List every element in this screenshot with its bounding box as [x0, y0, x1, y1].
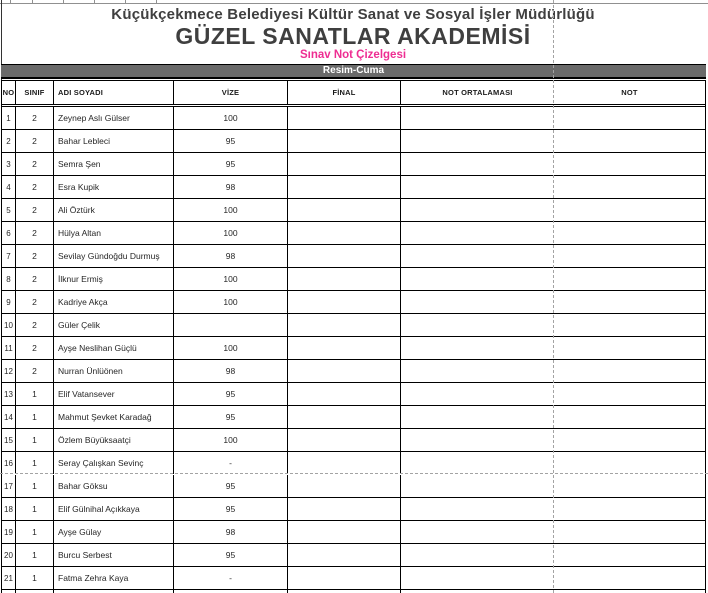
cell-not-ortalamasi[interactable]: [401, 291, 554, 313]
table-row: [2, 199, 705, 222]
table-row: [2, 383, 705, 406]
cell-final[interactable]: [288, 429, 401, 451]
cell-adi-soyadi[interactable]: Bahar Lebleci: [54, 130, 174, 152]
cell-no[interactable]: 10: [2, 314, 16, 336]
col-header-adi-soyadi: ADI SOYADI: [54, 81, 174, 104]
cell-sinif[interactable]: 1: [16, 544, 54, 566]
sheet-subtitle: Sınav Not Çizelgesi: [299, 49, 407, 61]
cell-adi-soyadi[interactable]: Ali Öztürk: [54, 199, 174, 221]
cell-not[interactable]: [554, 475, 705, 497]
cell-adi-soyadi[interactable]: Hülya Altan: [54, 222, 174, 244]
cell-adi-soyadi[interactable]: Esra Kupik: [54, 176, 174, 198]
cell-final[interactable]: [288, 383, 401, 405]
cell-adi-soyadi[interactable]: Burcu Serbest: [54, 544, 174, 566]
cell-not-ortalamasi[interactable]: [401, 429, 554, 451]
cell-final[interactable]: [288, 544, 401, 566]
cell-no[interactable]: 20: [2, 544, 16, 566]
cell-not-ortalamasi[interactable]: [401, 153, 554, 175]
cell-sinif[interactable]: 1: [16, 452, 54, 474]
cell-no[interactable]: 4: [2, 176, 16, 198]
cell-not-ortalamasi[interactable]: [401, 567, 554, 589]
cell-vize[interactable]: 95: [174, 153, 288, 175]
table-row: [2, 314, 705, 337]
cell-vize[interactable]: 100: [174, 199, 288, 221]
cell-not-ortalamasi[interactable]: [401, 199, 554, 221]
cell-final[interactable]: [288, 222, 401, 244]
cell-not-ortalamasi[interactable]: [401, 176, 554, 198]
table-row: [2, 107, 705, 130]
cell-not[interactable]: [554, 406, 705, 428]
cell-no[interactable]: 17: [2, 475, 16, 497]
cell-final[interactable]: [288, 130, 401, 152]
cell-not-ortalamasi[interactable]: [401, 383, 554, 405]
cell-final[interactable]: [288, 291, 401, 313]
cell-not[interactable]: [554, 153, 705, 175]
table-row: [2, 268, 705, 291]
cell-final[interactable]: [288, 498, 401, 520]
cell-sinif[interactable]: 2: [16, 107, 54, 129]
col-header-final: FİNAL: [288, 81, 401, 104]
cell-sinif[interactable]: 1: [16, 475, 54, 497]
cell-not[interactable]: [554, 360, 705, 382]
cell-vize[interactable]: 95: [174, 544, 288, 566]
cell-vize[interactable]: 98: [174, 360, 288, 382]
cell-no[interactable]: 11: [2, 337, 16, 359]
cell-adi-soyadi[interactable]: Ayşe Gülay: [54, 521, 174, 543]
cell-sinif[interactable]: 2: [16, 153, 54, 175]
cell-sinif[interactable]: 2: [16, 314, 54, 336]
cell-vize[interactable]: 95: [174, 406, 288, 428]
cell-adi-soyadi[interactable]: Fatma Zehra Kaya: [54, 567, 174, 589]
cell-vize[interactable]: 100: [174, 291, 288, 313]
cell-not-ortalamasi[interactable]: [401, 130, 554, 152]
cell-not[interactable]: [554, 567, 705, 589]
cell-not[interactable]: [554, 544, 705, 566]
cell-not-ortalamasi[interactable]: [401, 521, 554, 543]
cell-final[interactable]: [288, 521, 401, 543]
cell-no[interactable]: 15: [2, 429, 16, 451]
table-row: [2, 337, 705, 360]
cell-sinif[interactable]: 1: [16, 521, 54, 543]
cell-adi-soyadi[interactable]: Bahar Göksu: [54, 475, 174, 497]
cell-no[interactable]: 7: [2, 245, 16, 267]
cell-sinif[interactable]: 2: [16, 130, 54, 152]
cell-vize[interactable]: 98: [174, 176, 288, 198]
cell-no[interactable]: 6: [2, 222, 16, 244]
cell-sinif[interactable]: 2: [16, 245, 54, 267]
cell-final[interactable]: [288, 176, 401, 198]
cell-no[interactable]: 1: [2, 107, 16, 129]
table-row: [2, 521, 705, 544]
cell-not-ortalamasi[interactable]: [401, 107, 554, 129]
cell-final[interactable]: [288, 199, 401, 221]
cell-final[interactable]: [288, 245, 401, 267]
page-break-line-vertical: [553, 0, 554, 593]
col-header-vize: VİZE: [174, 81, 288, 104]
table-row: [2, 475, 705, 498]
cell-vize[interactable]: 100: [174, 337, 288, 359]
cell-not[interactable]: [554, 337, 705, 359]
cell-final[interactable]: [288, 268, 401, 290]
table-row: [2, 406, 705, 429]
table-row: [2, 452, 705, 475]
cell-adi-soyadi[interactable]: Nurran Ünlüönen: [54, 360, 174, 382]
cell-final[interactable]: [288, 314, 401, 336]
cut-off-row-strip: [0, 0, 708, 4]
cell-no[interactable]: 16: [2, 452, 16, 474]
cell-not[interactable]: [554, 291, 705, 313]
cell-not-ortalamasi[interactable]: [401, 245, 554, 267]
cell-not[interactable]: [554, 498, 705, 520]
cell-sinif[interactable]: 2: [16, 360, 54, 382]
cell-adi-soyadi[interactable]: Semra Şen: [54, 153, 174, 175]
cell-no[interactable]: 19: [2, 521, 16, 543]
cell-adi-soyadi[interactable]: Elif Vatansever: [54, 383, 174, 405]
cell-not[interactable]: [554, 176, 705, 198]
cell-final[interactable]: [288, 452, 401, 474]
cell-no[interactable]: 5: [2, 199, 16, 221]
table-row: [2, 360, 705, 383]
col-header-not: NOT: [621, 88, 638, 97]
table-row: [2, 429, 705, 452]
cell-not[interactable]: [554, 429, 705, 451]
cell-not[interactable]: [554, 383, 705, 405]
cell-adi-soyadi[interactable]: Mahmut Şevket Karadağ: [54, 406, 174, 428]
cell-sinif[interactable]: 2: [16, 268, 54, 290]
cell-no[interactable]: 8: [2, 268, 16, 290]
cell-final[interactable]: [288, 475, 401, 497]
cell-sinif[interactable]: 1: [16, 383, 54, 405]
grid-tick: [156, 0, 157, 3]
cell-not[interactable]: [554, 130, 705, 152]
cell-not-ortalamasi[interactable]: [401, 222, 554, 244]
table-row: [2, 245, 705, 268]
cell-final[interactable]: [288, 337, 401, 359]
table-row: [2, 291, 705, 314]
cell-sinif[interactable]: 2: [16, 291, 54, 313]
cell-adi-soyadi[interactable]: Kadriye Akça: [54, 291, 174, 313]
cell-not[interactable]: [554, 521, 705, 543]
cell-final[interactable]: [288, 360, 401, 382]
cell-not[interactable]: [554, 199, 705, 221]
cell-not[interactable]: [554, 268, 705, 290]
cell-vize[interactable]: 95: [174, 475, 288, 497]
col-header-sinif: SINIF: [16, 81, 54, 104]
cell-vize[interactable]: 100: [174, 429, 288, 451]
cell-adi-soyadi[interactable]: Sevilay Gündoğdu Durmuş: [54, 245, 174, 267]
cell-not-ortalamasi[interactable]: [401, 337, 554, 359]
cell-vize[interactable]: 100: [174, 268, 288, 290]
cell-not[interactable]: [554, 245, 705, 267]
grid-tick: [125, 0, 126, 3]
department-title: Küçükçekmece Belediyesi Kültür Sanat ve Sosyal İşler Müdürlüğü: [111, 6, 595, 23]
cell-not[interactable]: [554, 107, 705, 129]
cell-sinif[interactable]: 1: [16, 498, 54, 520]
table-row: [2, 544, 705, 567]
cell-vize[interactable]: 98: [174, 245, 288, 267]
cell-no[interactable]: 2: [2, 130, 16, 152]
cell-sinif[interactable]: 2: [16, 337, 54, 359]
cell-vize[interactable]: 100: [174, 107, 288, 129]
col-header-not-ortalamasi: NOT ORTALAMASI: [442, 88, 513, 97]
cell-final[interactable]: [288, 153, 401, 175]
cell-adi-soyadi[interactable]: Özlem Büyüksaatçi: [54, 429, 174, 451]
cell-adi-soyadi[interactable]: Ayşe Neslihan Güçlü: [54, 337, 174, 359]
cell-sinif[interactable]: 2: [16, 199, 54, 221]
cell-not[interactable]: [554, 222, 705, 244]
cell-not-ortalamasi[interactable]: [401, 314, 554, 336]
cell-vize[interactable]: [174, 314, 288, 336]
cell-sinif[interactable]: 1: [16, 406, 54, 428]
cell-not-ortalamasi[interactable]: [401, 544, 554, 566]
cell-no[interactable]: 12: [2, 360, 16, 382]
cell-vize[interactable]: 95: [174, 130, 288, 152]
cell-vize[interactable]: -: [174, 567, 288, 589]
grades-table: [1, 80, 706, 590]
cell-final[interactable]: [288, 107, 401, 129]
cell-no[interactable]: 13: [2, 383, 16, 405]
cell-no[interactable]: 3: [2, 153, 16, 175]
col-header-no: NO: [2, 81, 16, 104]
cell-sinif[interactable]: 1: [16, 429, 54, 451]
table-header-row: [2, 81, 705, 107]
cell-adi-soyadi[interactable]: İlknur Ermiş: [54, 268, 174, 290]
cell-sinif[interactable]: 2: [16, 176, 54, 198]
cell-vize[interactable]: 95: [174, 383, 288, 405]
cell-vize[interactable]: 98: [174, 521, 288, 543]
cell-not[interactable]: [554, 314, 705, 336]
grid-tick: [63, 0, 64, 3]
cell-not[interactable]: [554, 452, 705, 474]
cell-no[interactable]: 9: [2, 291, 16, 313]
cell-not-ortalamasi[interactable]: [401, 475, 554, 497]
cell-adi-soyadi[interactable]: Seray Çalışkan Sevinç: [54, 452, 174, 474]
cell-adi-soyadi[interactable]: Zeynep Aslı Gülser: [54, 107, 174, 129]
cell-not-ortalamasi[interactable]: [401, 452, 554, 474]
cell-adi-soyadi[interactable]: Güler Çelik: [54, 314, 174, 336]
cell-adi-soyadi[interactable]: Elif Gülnihal Açıkkaya: [54, 498, 174, 520]
table-row: [2, 222, 705, 245]
table-row: [2, 176, 705, 199]
cell-sinif[interactable]: 1: [16, 567, 54, 589]
table-row: [2, 153, 705, 176]
grid-tick: [10, 0, 11, 3]
cell-not-ortalamasi[interactable]: [401, 498, 554, 520]
cell-not-ortalamasi[interactable]: [401, 360, 554, 382]
cell-no[interactable]: 18: [2, 498, 16, 520]
grid-tick: [32, 0, 33, 3]
cell-not-ortalamasi[interactable]: [401, 268, 554, 290]
cell-no[interactable]: 21: [2, 567, 16, 589]
cell-no[interactable]: 14: [2, 406, 16, 428]
page-break-line-horizontal: [0, 473, 708, 474]
table-row: [2, 130, 705, 153]
cell-sinif[interactable]: 2: [16, 222, 54, 244]
table-row: [2, 567, 705, 590]
cell-final[interactable]: [288, 406, 401, 428]
table-row: [2, 498, 705, 521]
course-section-band: Resim-Cuma: [1, 64, 706, 79]
cell-final[interactable]: [288, 567, 401, 589]
cell-vize[interactable]: 95: [174, 498, 288, 520]
cell-vize[interactable]: 100: [174, 222, 288, 244]
academy-title: GÜZEL SANATLAR AKADEMİSİ: [175, 23, 531, 49]
grid-tick: [94, 0, 95, 3]
cell-not-ortalamasi[interactable]: [401, 406, 554, 428]
table-body: [2, 107, 705, 590]
cell-vize[interactable]: -: [174, 452, 288, 474]
